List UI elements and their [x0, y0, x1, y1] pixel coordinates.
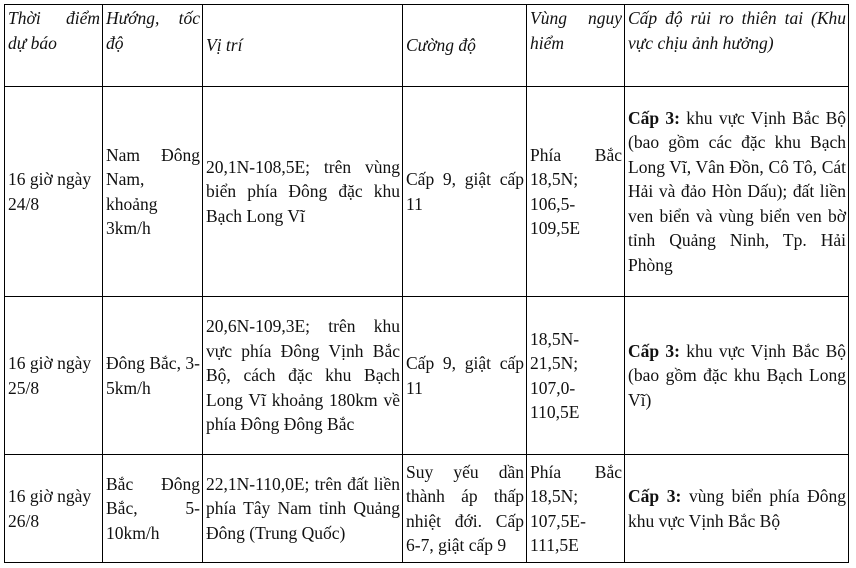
intensity-cell: Suy yếu dần thành áp thấp nhiệt đới. Cấp 6-7, giật cấp 9 — [403, 455, 527, 563]
risk-area-text: vùng biển phía Đông khu vực Vịnh Bắc Bộ — [628, 486, 846, 531]
position-cell: 22,1N-110,0E; trên đất liền phía Tây Nam tỉnh Quảng Đông (Trung Quốc) — [203, 455, 403, 563]
risk-area-text: khu vực Vịnh Bắc Bộ (bao gồm đặc khu Bạch Long Vĩ) — [628, 340, 846, 410]
header-intensity: Cường độ — [403, 5, 527, 87]
header-position: Vị trí — [203, 5, 403, 87]
risk-area-text: khu vực Vịnh Bắc Bộ (bao gồm các đặc khu Bạch Long Vĩ, Vân Đồn, Cô Tô, Cát Hải và đảo Hòn Dấu); đất liền ven biển và vùng biển ven bờ tỉnh Quảng Ninh, Tp. Hải Phòng — [628, 107, 846, 275]
table-row — [5, 455, 849, 563]
position-cell: 20,1N-108,5E; trên vùng biển phía Đông đặc khu Bạch Long Vĩ — [203, 87, 403, 297]
direction-cell: Bắc Đông Bắc, 5-10km/h — [103, 455, 203, 563]
risk-level-label: Cấp 3: — [628, 486, 682, 506]
header-risk-level: Cấp độ rủi ro thiên tai (Khu vực chịu ảnh hưởng) — [625, 5, 849, 87]
table-row — [5, 87, 849, 297]
danger-zone-cell: 18,5N-21,5N; 107,0-110,5E — [527, 297, 625, 455]
danger-zone-cell: Phía Bắc 18,5N; 107,5E-111,5E — [527, 455, 625, 563]
direction-cell: Nam Đông Nam, khoảng 3km/h — [103, 87, 203, 297]
forecast-time-cell: 16 giờ ngày 24/8 — [5, 87, 103, 297]
risk-level-label: Cấp 3: — [628, 107, 680, 128]
header-row — [5, 5, 849, 87]
intensity-cell: Cấp 9, giật cấp 11 — [403, 297, 527, 455]
header-direction-speed: Hướng, tốc độ — [103, 5, 203, 87]
risk-level-cell — [625, 297, 849, 455]
forecast-time-cell: 16 giờ ngày 25/8 — [5, 297, 103, 455]
risk-level-label: Cấp 3: — [628, 340, 680, 361]
forecast-time-cell: 16 giờ ngày 26/8 — [5, 455, 103, 563]
position-cell: 20,6N-109,3E; trên khu vực phía Đông Vịnh Bắc Bộ, cách đặc khu Bạch Long Vĩ khoảng 180km về phía Đông Đông Bắc — [203, 297, 403, 455]
table-row — [5, 297, 849, 455]
direction-cell: Đông Bắc, 3-5km/h — [103, 297, 203, 455]
storm-forecast-table — [4, 4, 849, 563]
danger-zone-cell: Phía Bắc 18,5N; 106,5-109,5E — [527, 87, 625, 297]
risk-level-cell — [625, 455, 849, 563]
risk-level-cell — [625, 87, 849, 297]
header-danger-zone: Vùng nguy hiểm — [527, 5, 625, 87]
header-forecast-time: Thời điểm dự báo — [5, 5, 103, 87]
intensity-cell: Cấp 9, giật cấp 11 — [403, 87, 527, 297]
